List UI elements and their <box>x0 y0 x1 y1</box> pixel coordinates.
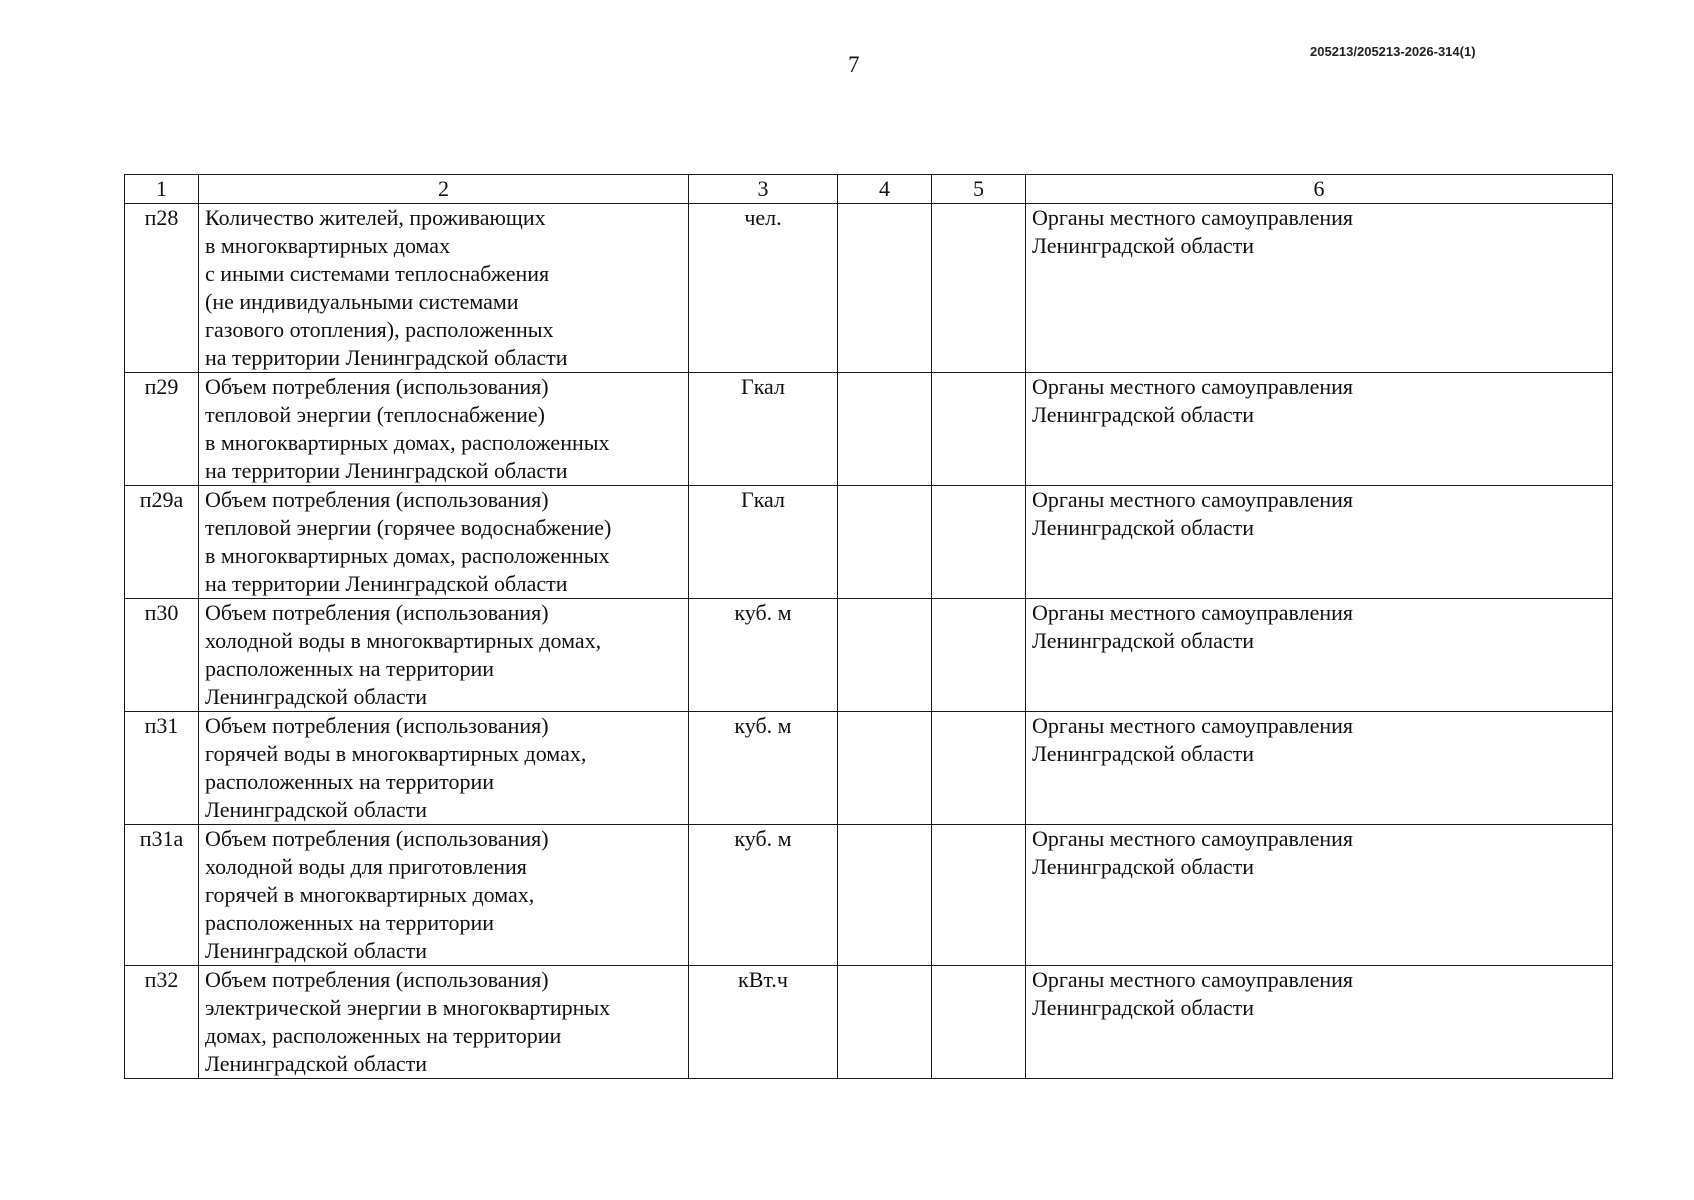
row-col-5 <box>932 486 1026 599</box>
row-code: п30 <box>125 599 199 712</box>
row-name-line: в многоквартирных домах <box>205 233 451 258</box>
header-col-5: 5 <box>932 175 1026 204</box>
row-code: п28 <box>125 204 199 373</box>
row-name-line: домах, расположенных на территории <box>205 1023 562 1048</box>
row-source-line: Ленинградской области <box>1032 402 1254 427</box>
row-name-line: в многоквартирных домах, расположенных <box>205 543 610 568</box>
row-unit: куб. м <box>689 712 838 825</box>
row-name-line: Объем потребления (использования) <box>205 487 549 512</box>
row-col-5 <box>932 712 1026 825</box>
table-row <box>125 712 1613 825</box>
row-source-line: Ленинградской области <box>1032 995 1254 1020</box>
table-header-row <box>125 175 1613 204</box>
row-unit: Гкал <box>689 373 838 486</box>
row-col-5 <box>932 373 1026 486</box>
row-name-line: (не индивидуальными системами <box>205 289 519 314</box>
row-unit: чел. <box>689 204 838 373</box>
row-unit: куб. м <box>689 825 838 966</box>
row-source-line: Органы местного самоуправления <box>1032 374 1354 399</box>
row-name-line: Объем потребления (использования) <box>205 600 549 625</box>
row-name-line: в многоквартирных домах, расположенных <box>205 430 610 455</box>
row-source-line: Органы местного самоуправления <box>1032 826 1354 851</box>
row-source-line: Ленинградской области <box>1032 515 1254 540</box>
row-unit: Гкал <box>689 486 838 599</box>
row-col-5 <box>932 204 1026 373</box>
row-source-line: Органы местного самоуправления <box>1032 487 1354 512</box>
row-source-line: Ленинградской области <box>1032 741 1254 766</box>
row-source <box>1026 373 1613 486</box>
row-name-line: горячей воды в многоквартирных домах, <box>205 741 587 766</box>
row-name-line: горячей в многоквартирных домах, <box>205 882 535 907</box>
row-source-line: Ленинградской области <box>1032 233 1254 258</box>
row-name-line: на территории Ленинградской области <box>205 571 568 596</box>
row-name-line: Ленинградской области <box>205 797 427 822</box>
row-source-line: Ленинградской области <box>1032 854 1254 879</box>
row-source-line: Органы местного самоуправления <box>1032 600 1354 625</box>
table-row <box>125 599 1613 712</box>
row-name <box>199 966 689 1079</box>
row-col-4 <box>838 599 932 712</box>
row-col-4 <box>838 966 932 1079</box>
row-name <box>199 712 689 825</box>
row-name-line: холодной воды для приготовления <box>205 854 527 879</box>
row-unit: кВт.ч <box>689 966 838 1079</box>
row-code: п31а <box>125 825 199 966</box>
row-name-line: Объем потребления (использования) <box>205 374 549 399</box>
row-col-4 <box>838 712 932 825</box>
table-row <box>125 825 1613 966</box>
row-name-line: на территории Ленинградской области <box>205 345 568 370</box>
row-name-line: холодной воды в многоквартирных домах, <box>205 628 602 653</box>
header-col-3: 3 <box>689 175 838 204</box>
row-name-line: на территории Ленинградской области <box>205 458 568 483</box>
row-name-line: тепловой энергии (теплоснабжение) <box>205 402 545 427</box>
row-name-line: Объем потребления (использования) <box>205 826 549 851</box>
row-code: п29а <box>125 486 199 599</box>
row-col-4 <box>838 486 932 599</box>
header-col-6: 6 <box>1026 175 1613 204</box>
row-source <box>1026 825 1613 966</box>
document-id: 205213/205213-2026-314(1) <box>1310 44 1476 59</box>
row-name <box>199 204 689 373</box>
row-unit: куб. м <box>689 599 838 712</box>
page-number: 7 <box>848 52 860 77</box>
header-col-4: 4 <box>838 175 932 204</box>
table-row <box>125 966 1613 1079</box>
row-source-line: Органы местного самоуправления <box>1032 205 1354 230</box>
row-name-line: Ленинградской области <box>205 1051 427 1076</box>
row-col-4 <box>838 825 932 966</box>
row-name-line: Количество жителей, проживающих <box>205 205 546 230</box>
row-name <box>199 486 689 599</box>
row-source <box>1026 486 1613 599</box>
row-source-line: Органы местного самоуправления <box>1032 967 1354 992</box>
row-code: п32 <box>125 966 199 1079</box>
header-col-2: 2 <box>199 175 689 204</box>
row-name-line: расположенных на территории <box>205 656 495 681</box>
row-name-line: расположенных на территории <box>205 769 495 794</box>
row-name-line: тепловой энергии (горячее водоснабжение) <box>205 515 612 540</box>
row-name-line: расположенных на территории <box>205 910 495 935</box>
row-col-4 <box>838 373 932 486</box>
row-col-4 <box>838 204 932 373</box>
table-row <box>125 486 1613 599</box>
row-col-5 <box>932 966 1026 1079</box>
row-name <box>199 599 689 712</box>
row-name-line: Ленинградской области <box>205 684 427 709</box>
row-code: п31 <box>125 712 199 825</box>
row-source <box>1026 966 1613 1079</box>
row-code: п29 <box>125 373 199 486</box>
row-name-line: Ленинградской области <box>205 938 427 963</box>
row-col-5 <box>932 599 1026 712</box>
indicators-table <box>124 174 1613 1079</box>
row-name-line: электрической энергии в многоквартирных <box>205 995 611 1020</box>
table-row <box>125 373 1613 486</box>
row-name-line: Объем потребления (использования) <box>205 713 549 738</box>
table-row <box>125 204 1613 373</box>
row-source <box>1026 204 1613 373</box>
row-source-line: Органы местного самоуправления <box>1032 713 1354 738</box>
row-source-line: Ленинградской области <box>1032 628 1254 653</box>
row-name-line: с иными системами теплоснабжения <box>205 261 550 286</box>
row-name-line: газового отопления), расположенных <box>205 317 554 342</box>
row-name <box>199 825 689 966</box>
header-col-1: 1 <box>125 175 199 204</box>
row-source <box>1026 712 1613 825</box>
row-source <box>1026 599 1613 712</box>
row-col-5 <box>932 825 1026 966</box>
row-name-line: Объем потребления (использования) <box>205 967 549 992</box>
row-name <box>199 373 689 486</box>
